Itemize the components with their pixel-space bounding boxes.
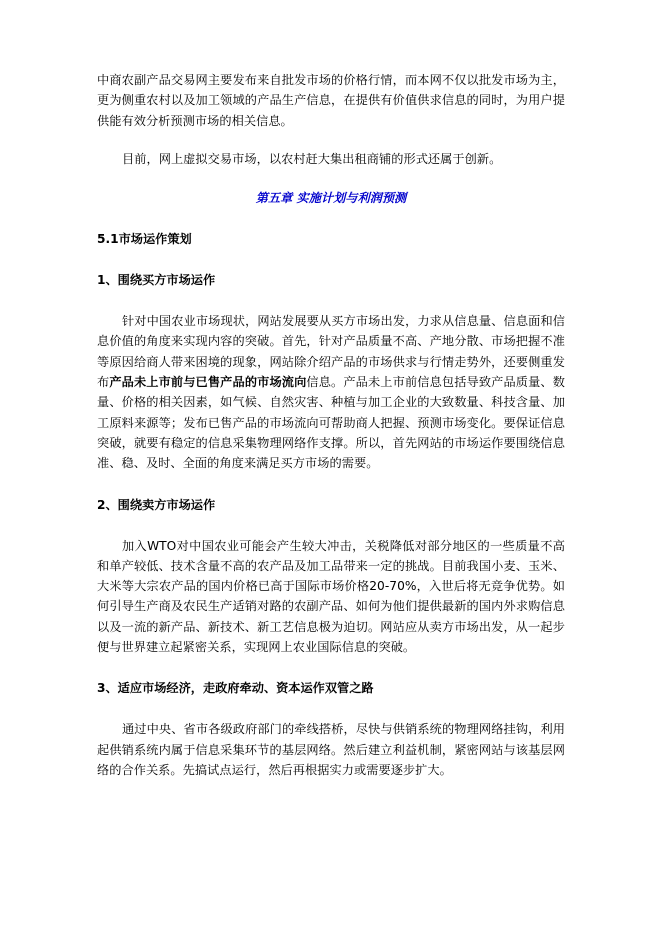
buyer-market-text-b: 信息。产品未上市前信息包括导致产品质量、数量、价格的相关因素，如气候、自然灾害、种植与加工企业的大致数量、科技含量、加工原料来源等；发布已售产品的市场流向可帮助商人把握、预测市场变化。要保证信息突破，就要有稳定的信息采集物理网络作支撑。所以，首先网站的市场运作要围绕信息准、稳、及时、全面的角度来满足买方市场的需要。	[97, 375, 565, 471]
buyer-market-heading: 1、围绕买方市场运作	[97, 273, 216, 288]
buyer-market-paragraph	[97, 311, 565, 473]
document-content	[97, 70, 565, 780]
buyer-market-bold-text: 产品未上市前与已售产品的市场流向	[109, 375, 307, 390]
buyer-market-text-a: 针对中国农业市场现状，网站发展要从买方市场出发，力求从信息量、信息面和信息价值的角度来实现内容的突破。首先，针对产品质量不高、产地分散、市场把握不准等原因给商人带来困境的现象，网站除介绍产品的市场供求与行情走势外，还要侧重发布	[97, 314, 565, 390]
virtual-market-paragraph: 目前，网上虚拟交易市场，以农村赶大集出租商铺的形式还属于创新。	[122, 151, 502, 166]
intro-paragraph: 中商农副产品交易网主要发布来自批发市场的价格行情，而本网不仅以批发市场为主，更为侧重农村以及加工领域的产品生产信息，在提供有价值供求信息的同时，为用户提供能有效分析预测市场的相关信息。	[97, 73, 565, 128]
section-5-1-title: 5.1市场运作策划	[97, 232, 192, 247]
seller-market-paragraph: 加入WTO对中国农业可能会产生较大冲击，关税降低对部分地区的一些质量不高和单产较低、技术含量不高的农产品及加工品带来一定的挑战。目前我国小麦、玉米、大米等大宗农产品的国内价格已高于国际市场价格20-70%，入世后将无竞争优势。如何引导生产商及农民生产适销对路的农副产品、如何为他们提供最新的国内外求购信息以及一流的新产品、新技术、新工艺信息极为迫切。网站应从卖方市场出发，从一起步便与世界建立起紧密关系，实现网上农业国际信息的突破。	[97, 538, 565, 655]
market-economy-paragraph: 通过中央、省市各级政府部门的牵线搭桥，尽快与供销系统的物理网络挂钩，利用起供销系统内属于信息采集环节的基层网络。然后建立利益机制，紧密网站与该基层网络的合作关系。先搞试点运行，然后再根据实力或需要逐步扩大。	[97, 722, 565, 777]
seller-market-heading: 2、围绕卖方市场运作	[97, 497, 216, 512]
chapter-title: 第五章 实施计划与利润预测	[255, 191, 407, 206]
market-economy-heading: 3、适应市场经济，走政府牵动、资本运作双管之路	[97, 681, 374, 696]
